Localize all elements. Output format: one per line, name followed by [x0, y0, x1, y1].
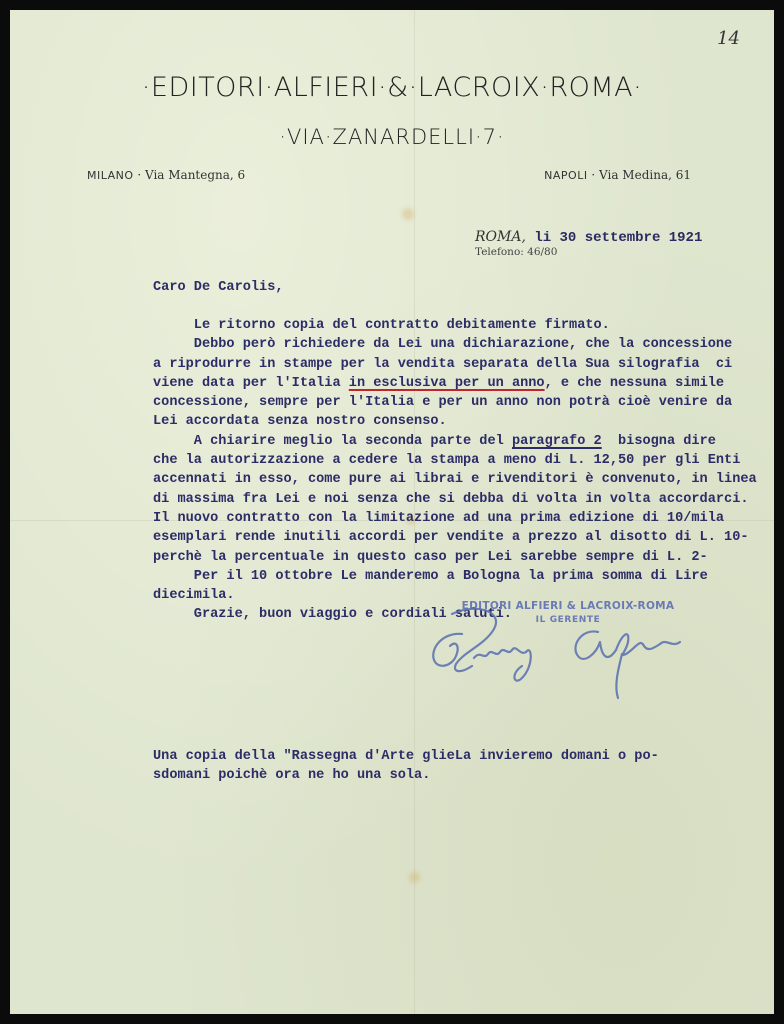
body-line-text: Per il 10 ottobre Le manderemo a Bologna la prima somma di Lire	[193, 568, 708, 584]
body-line	[153, 451, 753, 470]
body-line-text: accennati in esso, come pure ai librai e rivenditori è convenuto, in linea	[153, 472, 757, 488]
body-line	[153, 316, 753, 335]
body-line-indent	[153, 569, 194, 584]
body-line-indent	[153, 434, 194, 449]
letterhead-address: ·VIA·ZANARDELLI·7·	[279, 125, 505, 149]
body-line-text: diecimila.	[153, 588, 235, 604]
branch-city: NAPOLI	[544, 169, 588, 182]
body-line-indent	[153, 337, 194, 352]
date-city: ROMA,	[475, 229, 526, 245]
branch-city: MILANO	[87, 169, 134, 182]
body-line	[153, 412, 753, 431]
letter-sheet	[10, 10, 774, 1014]
paper-stain	[409, 872, 420, 883]
body-line-text: che la autorizzazione a cedere la stampa a meno di L. 12,50 per gli Enti	[153, 453, 741, 469]
body-line-text: Grazie, buon viaggio e cordiali saluti.	[193, 607, 512, 623]
letterhead-title: ·EDITORI·ALFIERI·&·LACROIX·ROMA·	[141, 72, 643, 103]
body-line	[153, 490, 753, 509]
branch-address: Via Mantegna, 6	[145, 168, 246, 182]
body-line-text: a riprodurre in stampe per la vendita separata della Sua silografia ci	[153, 356, 733, 372]
stamp-company-name: EDITORI ALFIERI & LACROIX-ROMA	[461, 600, 675, 612]
body-line-text: perchè la percentuale in questo caso per Lei sarebbe sempre di L. 2-	[153, 549, 708, 565]
branch-address: Via Medina, 61	[599, 168, 691, 182]
body-line	[153, 335, 753, 354]
body-line-text: A chiarire meglio la seconda parte del	[193, 433, 512, 449]
branch-milano: MILANO · Via Mantegna, 6	[87, 168, 246, 182]
body-line	[153, 509, 753, 528]
body-line-text: Il nuovo contratto con la limitazione ad una prima edizione di 10/mila	[153, 510, 725, 526]
body-line	[153, 374, 753, 393]
body-line	[153, 567, 753, 586]
underlined-text: in esclusiva per un anno	[348, 375, 545, 391]
telefono: Telefono: 46/80	[475, 246, 558, 258]
stamp-role: IL GERENTE	[535, 615, 601, 625]
postscript-line: Una copia della "Rassegna d'Arte glieLa invieremo domani o po-	[153, 749, 659, 764]
page-number: 14	[717, 28, 740, 49]
body-line-text: Debbo però richiedere da Lei una dichiarazione, che la concessione	[193, 337, 733, 353]
letter-body	[153, 316, 757, 625]
body-line-text: Lei accordata senza nostro consenso.	[153, 414, 447, 430]
underlined-text: paragrafo 2	[511, 433, 602, 449]
salutation: Caro De Carolis,	[153, 280, 284, 295]
branch-napoli: NAPOLI · Via Medina, 61	[544, 168, 691, 182]
body-line	[153, 548, 753, 567]
handwritten-signature	[422, 594, 702, 704]
body-line	[153, 355, 753, 374]
body-line-text: esemplari rende inutili accordi per vendite a prezzo al disotto di L. 10-	[153, 530, 749, 546]
body-line-indent	[153, 607, 194, 622]
postscript	[153, 747, 753, 786]
body-line-text: di massima fra Lei e noi senza che si debba di volta in volta accordarci.	[153, 491, 749, 507]
postscript-line: sdomani poichè ora ne ho una sola.	[153, 768, 431, 784]
body-line-text: concessione, sempre per l'Italia e per un anno non potrà cioè venire da	[153, 395, 733, 411]
paper-stain	[402, 208, 414, 220]
date-line	[475, 229, 702, 246]
body-line-indent	[153, 318, 194, 333]
body-line	[153, 393, 753, 412]
body-line	[153, 470, 757, 489]
body-line	[153, 528, 753, 547]
body-line-text: , e che nessuna simile	[544, 375, 725, 391]
date-text: li 30 settembre 1921	[534, 230, 703, 246]
body-line-text: Le ritorno copia del contratto debitamente firmato.	[193, 318, 610, 333]
body-line-text: viene data per l'Italia	[153, 375, 349, 391]
body-line	[153, 432, 753, 451]
body-line-text: bisogna dire	[601, 433, 716, 449]
